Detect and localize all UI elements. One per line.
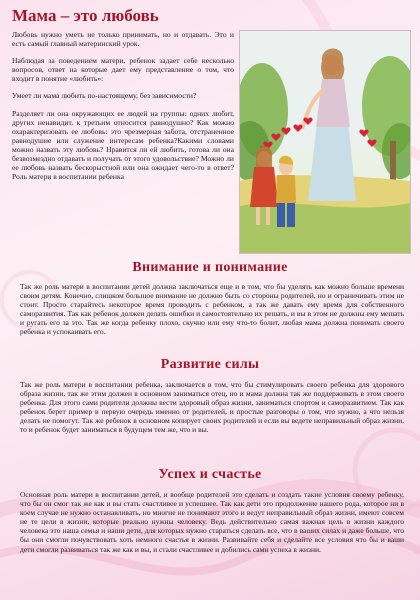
mother-children-illustration <box>239 30 411 254</box>
section-text-success: Основная роль матери в воспитании детей, и вообще родителей это сделать и создать такие условия своему ребенку, что бы он смог так же как и вы стать счастливее и успешнее. Так как дети это продолжение нашего рода, которое ни в коем случае не нужно останавливать, но многие не понимают этого и ведут неправильный образ жизни, имеют совсем не те цели в жизни, которые реально нужны человеку. Ведь действительно самая важная цель в жизни каждого человека это наша семья и наши дети, для которых нужно стараться сделать все, что в ваших силах и даже больше, что бы они смогли почувствовать хоть немного счастья в жизни. Развивайте себя и сделайте все условия что бы и ваши дети смогли развиваться так же как и вы, и стали счастливее и добились сами успеха в жизни. <box>20 490 404 554</box>
section-text-attention: Так же роль матери в воспитании детей должна заключаться еще и в том, что бы уделять как можно больше времени своим детям. Конечно, слишком большое внимание не должно быть со стороны родителей, но и ограничивать этим не стоит. Просто старайтесь некоторое время проводить с ребенком, а так же давать ему время для собственного саморазвития. Так как ребенок должен делать ошибки и самостоятельно их решать, и вы в этом не должны ему мешать и ругать его за это. Так же когда ребенку плохо, скучно или ему что-то болит, любая мама должна понимать своего ребенка и успокаивать его. <box>20 282 404 337</box>
page-title: Мама – это любовь <box>12 6 159 25</box>
intro-paragraph-3: Умеет ли мама любить по-настоящему, без зависимости? <box>12 91 197 101</box>
section-text-strength: Так же роль матери в воспитании ребенка, заключается в том, что бы стимулировать своего ребенка для здорового образа жизни, так же этим должен в основном заниматься отец, но и мама должна так же поддерживать в этом своего ребенка. Для этого сами родители должны вести здоровый образ жизни, заниматься спортом и саморазвитием. Так как ребенок берет пример в первую очередь именно от родителей, и простые разговоры о том, что нужно, а что нельзя делать не помогут. Так же ребенок в основном копирует своих родителей и если вы ведете неправильный образ жизни, то и ребенок будет заниматься в будущем тем же, что и вы. <box>20 380 404 435</box>
section-heading-attention: Внимание и понимание <box>132 260 288 275</box>
intro-paragraph-2: Наблюдая за поведением матери, ребенок задает себе несколько вопросов, ответ на которые дает ему представление о том, что входит в понятие «любить»: <box>12 56 234 84</box>
section-heading-strength: Развитие силы <box>160 357 260 372</box>
intro-paragraph-1: Любовь нужно уметь не только принимать, но и отдавать. Это и есть самый главный материнский урок. <box>12 30 234 49</box>
intro-text-block <box>12 30 234 181</box>
intro-paragraph-4: Разделяет ли она окружающих ее людей на группы: одних любит, других ненавидит, к третьим относится равнодушно? Как можно охарактеризовать ее любовь: это чрезмерная забота, отстраненное равнодушие или служение интересам ребенка?Какими словами можно назвать эту любовь? Нравится ли ей любить, готова ли она безвозмездно отдавать и получать от этого удовольствие? Можно ли ее любовь назвать бескорыстной или она ожидает чего-то в ответ?Роль матери в воспитании ребенка <box>12 108 234 182</box>
section-heading-success: Успех и счастье <box>158 467 262 482</box>
